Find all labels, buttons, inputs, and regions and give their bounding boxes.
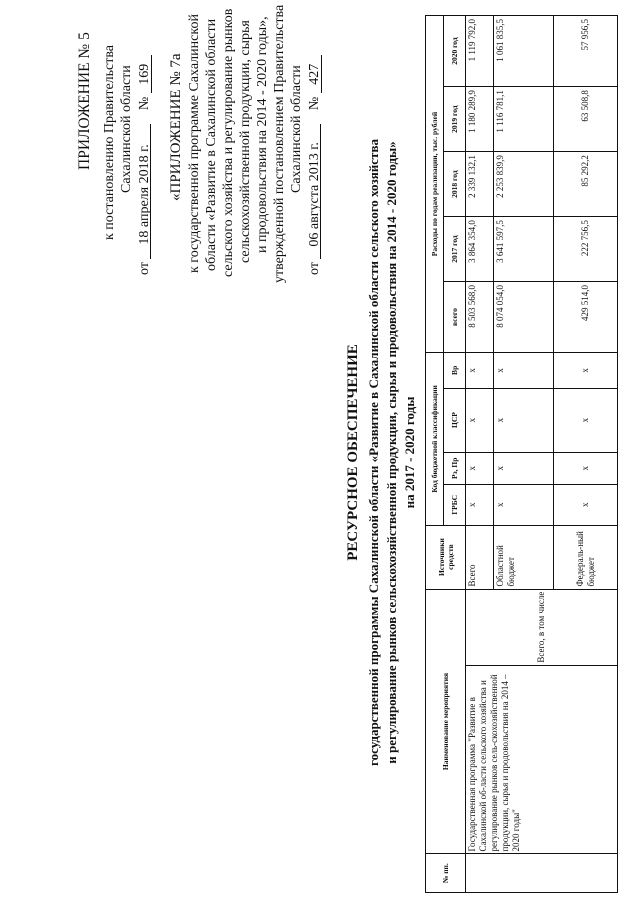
source-cell: Областной бюджет (494, 525, 554, 589)
total-cell: 8 074 054,0 (494, 282, 554, 353)
number-label: № (137, 96, 152, 111)
y2017-cell: 222 756,5 (554, 217, 618, 282)
header-expenses: Расходы по годам реализации, тыс. рублей (426, 16, 444, 353)
y2018-cell: 2 253 839,9 (494, 152, 554, 217)
vr-cell: х (466, 353, 494, 389)
rz-pr-cell: х (466, 452, 494, 484)
appendix-5-line-1: к постановлению Правительства (102, 44, 117, 240)
resource-table (425, 15, 618, 893)
appendix-7a-line-3: сельского хозяйства и регулирование рынков (221, 8, 236, 277)
table-row (466, 16, 494, 893)
header-2019: 2019 год (444, 87, 466, 152)
header-source: Источники средств (426, 525, 466, 589)
appendix-7a-date-line (306, 55, 323, 275)
appendix-5-number: 169 (136, 55, 152, 93)
appendix-7a-line-2: области «Развитие в Сахалинской области (204, 18, 219, 271)
appendix-7a-number: 427 (306, 55, 322, 93)
appendix-5-title: ПРИЛОЖЕНИЕ № 5 (76, 32, 93, 170)
row-number (466, 854, 618, 893)
vr-cell: х (494, 353, 554, 389)
document-subtitle-2: и регулирование рынков сельскохозяйственной продукции, сырья и продовольствия на 2014 - 2020 годы» (384, 141, 399, 764)
header-2020: 2020 год (444, 16, 466, 87)
csr-cell: х (466, 388, 494, 452)
header-2018: 2018 год (444, 152, 466, 217)
appendix-7a-line-6: утвержденной постановлением Правительства (272, 4, 287, 283)
y2018-cell: 2 339 132,1 (466, 152, 494, 217)
appendix-7a-title: «ПРИЛОЖЕНИЕ № 7а (168, 53, 184, 201)
header-vr: Вр (444, 353, 466, 389)
document-subtitle-1: государственной программы Сахалинской области «Развитие в Сахалинской области сельского хозяйства (366, 139, 381, 766)
appendix-7a-line-4: сельскохозяйственной продукции, сырья (238, 20, 253, 263)
source-cell: Федераль-ный бюджет (554, 525, 618, 589)
y2020-cell: 1 061 835,5 (494, 16, 554, 87)
header-rz-pr: Рз, Пр (444, 452, 466, 484)
grbs-cell: х (466, 485, 494, 526)
header-csr: ЦСР (444, 388, 466, 452)
y2017-cell: 3 641 597,5 (494, 217, 554, 282)
from-label: от (137, 262, 152, 275)
number-label-2: № (307, 96, 322, 111)
y2018-cell: 85 292,2 (554, 152, 618, 217)
y2017-cell: 3 864 354,0 (466, 217, 494, 282)
appendix-7a-line-5: и продовольствия на 2014 - 2020 годы», (255, 16, 270, 253)
total-cell: 429 514,0 (554, 282, 618, 353)
header-2017: 2017 год (444, 217, 466, 282)
header-grbs: ГРБС (444, 485, 466, 526)
vr-cell: х (554, 353, 618, 389)
rz-pr-cell: х (494, 452, 554, 484)
y2019-cell: 1 180 289,9 (466, 87, 494, 152)
appendix-7a-date: 06 августа 2013 г. (306, 124, 321, 259)
header-num: № пп. (426, 854, 466, 893)
grbs-cell: х (494, 485, 554, 526)
program-name: Государственная программа "Развитие в Сахалинской об-ласти сельского хозяйства и регулирование рынков сель-скохозяйственной продукции, сырья и продовольствия на 2014 – 2020 годы" (466, 665, 618, 854)
appendix-5-line-2: Сахалинской области (119, 65, 134, 193)
total-cell: 8 503 568,0 (466, 282, 494, 353)
appendix-5-date: 18 апреля 2018 г. (136, 124, 151, 259)
appendix-7a-line-7: Сахалинской области (289, 65, 304, 193)
header-name: Наименование мероприятия (426, 589, 466, 854)
header-total: всего (444, 282, 466, 353)
appendix-5-date-line (136, 55, 153, 275)
grbs-cell: х (554, 485, 618, 526)
document-title: РЕСУРСНОЕ ОБЕСПЕЧЕНИЕ (345, 344, 361, 561)
csr-cell: х (554, 388, 618, 452)
csr-cell: х (494, 388, 554, 452)
y2020-cell: 1 119 792,0 (466, 16, 494, 87)
from-label-2: от (307, 262, 322, 275)
header-budget-code: Код бюджетной классификации (426, 353, 444, 526)
document-subtitle-3: на 2017 - 2020 годы (402, 396, 417, 509)
rz-pr-cell: х (554, 452, 618, 484)
appendix-7a-line-1: к государственной программе Сахалинской (187, 14, 202, 273)
y2020-cell: 57 956,5 (554, 16, 618, 87)
group-label: Всего, в том числе (466, 589, 618, 665)
source-cell: Всего (466, 525, 494, 589)
y2019-cell: 63 508,8 (554, 87, 618, 152)
y2019-cell: 1 116 781,1 (494, 87, 554, 152)
